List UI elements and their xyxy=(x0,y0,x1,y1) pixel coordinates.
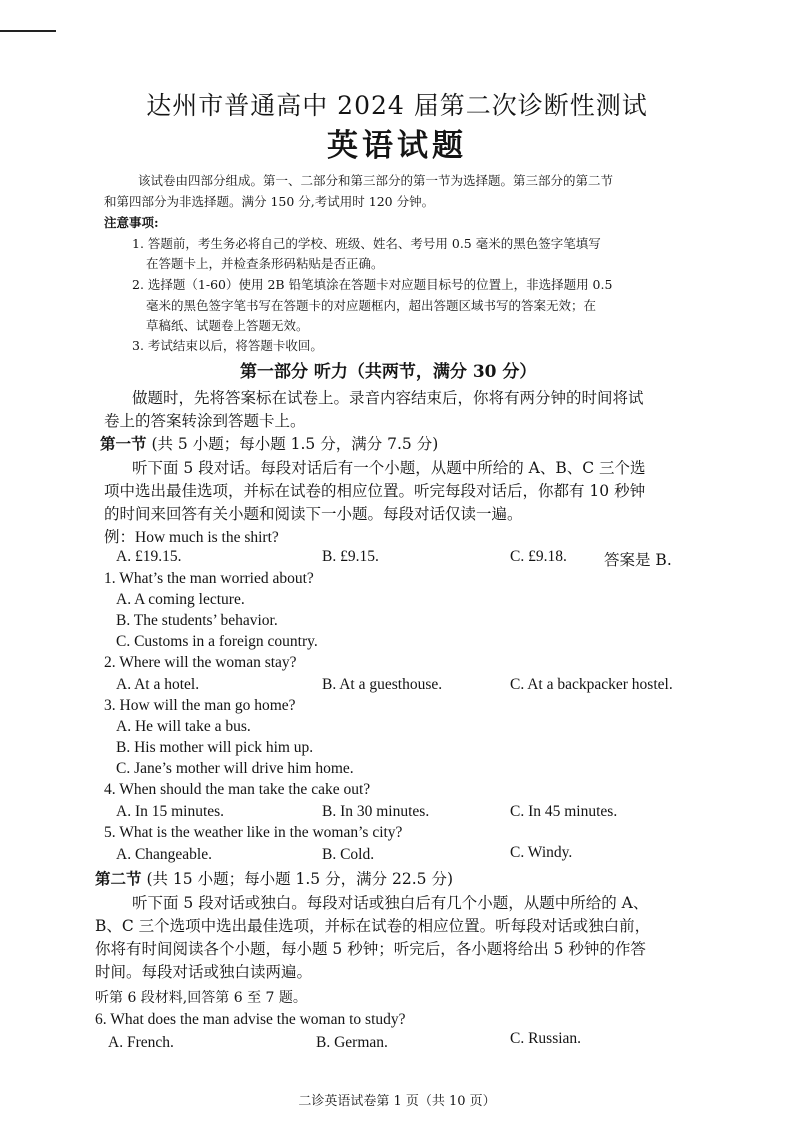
section1-heading-label: 第一节 xyxy=(100,434,147,453)
notice-item-1-line-2: 在答题卡上，并检查条形码粘贴是否正确。 xyxy=(146,256,384,271)
question-1-option-b: B. The students’ behavior. xyxy=(116,612,278,629)
question-5-option-a: A. Changeable. xyxy=(116,846,212,863)
question-3-option-b: B. His mother will pick him up. xyxy=(116,739,314,756)
question-4-option-b: B. In 30 minutes. xyxy=(322,803,430,820)
intro-line-1: 该试卷由四部分组成。第一、二部分和第三部分的第一节为选择题。第三部分的第二节 xyxy=(138,173,614,188)
page-footer: 二诊英语试卷第 1 页（共 10 页） xyxy=(298,1094,496,1109)
question-4-option-c: C. In 45 minutes. xyxy=(510,803,618,820)
intro-line-2: 和第四部分为非选择题。满分 150 分,考试用时 120 分钟。 xyxy=(104,194,435,209)
section1-instr-line-3: 的时间来回答有关小题和阅读下一小题。每段对话仅读一遍。 xyxy=(104,505,523,523)
notice-item-2-line-2: 毫米的黑色签字笔书写在答题卡的对应题框内，超出答题区域书写的答案无效；在 xyxy=(146,298,597,313)
question-2-option-b: B. At a guesthouse. xyxy=(322,676,443,693)
question-5-option-b: B. Cold. xyxy=(322,846,375,863)
notice-item-3: 3. 考试结束以后，将答题卡收回。 xyxy=(132,338,323,353)
exam-title: 达州市普通高中 2024 届第二次诊断性测试 xyxy=(146,91,648,120)
question-1-option-a: A. A coming lecture. xyxy=(116,591,245,608)
question-1: 1. What’s the man worried about? xyxy=(104,570,314,587)
question-5-option-c: C. Windy. xyxy=(510,844,573,861)
question-2-option-a: A. At a hotel. xyxy=(116,676,200,693)
material-6-note: 听第 6 段材料,回答第 6 至 7 题。 xyxy=(95,990,307,1006)
question-5: 5. What is the weather like in the woman’s city? xyxy=(104,824,403,841)
notice-item-2-line-3: 草稿纸、试题卷上答题无效。 xyxy=(146,318,309,333)
section2-instr-line-1: 听下面 5 段对话或独白。每段对话或独白后有几个小题，从题中所给的 A、 xyxy=(132,894,649,912)
question-6-option-b: B. German. xyxy=(316,1034,388,1051)
question-6: 6. What does the man advise the woman to study? xyxy=(95,1011,406,1028)
section2-heading xyxy=(95,867,453,889)
question-3: 3. How will the man go home? xyxy=(104,697,296,714)
part1-intro-line-1: 做题时，先将答案标在试卷上。录音内容结束后，你将有两分钟的时间将试 xyxy=(132,389,644,407)
question-1-option-c: C. Customs in a foreign country. xyxy=(116,633,318,650)
part1-heading: 第一部分 听力（共两节，满分 30 分） xyxy=(240,362,537,382)
section1-heading-detail: (共 5 小题；每小题 1.5 分，满分 7.5 分) xyxy=(151,435,439,453)
question-4-option-a: A. In 15 minutes. xyxy=(116,803,225,820)
section1-instr-line-1: 听下面 5 段对话。每段对话后有一个小题，从题中所给的 A、B、C 三个选 xyxy=(132,459,646,477)
question-6-option-a: A. French. xyxy=(108,1034,174,1051)
section1-heading xyxy=(100,432,438,454)
section2-instr-line-2: B、C 三个选项中选出最佳选项，并标在试卷的相应位置。听每段对话或独白前， xyxy=(95,917,651,935)
corner-rule xyxy=(0,30,56,32)
part1-intro-line-2: 卷上的答案转涂到答题卡上。 xyxy=(104,412,306,430)
section2-heading-label: 第二节 xyxy=(95,869,142,888)
section2-instr-line-4: 时间。每段对话或独白读两遍。 xyxy=(95,963,313,981)
example-option-a: A. £19.15. xyxy=(116,548,182,565)
section2-heading-detail: (共 15 小题；每小题 1.5 分，满分 22.5 分) xyxy=(146,870,453,888)
example-question: 例：How much is the shirt? xyxy=(104,529,279,546)
exam-subtitle: 英语试题 xyxy=(327,128,467,164)
question-6-option-c: C. Russian. xyxy=(510,1030,582,1047)
example-answer: 答案是 B. xyxy=(604,551,672,569)
question-3-option-c: C. Jane’s mother will drive him home. xyxy=(116,760,354,777)
question-2-option-c: C. At a backpacker hostel. xyxy=(510,676,673,693)
example-option-c: C. £9.18. xyxy=(510,548,567,565)
question-3-option-a: A. He will take a bus. xyxy=(116,718,251,735)
section2-instr-line-3: 你将有时间阅读各个小题，每小题 5 秒钟；听完后，各小题将给出 5 秒钟的作答 xyxy=(95,940,646,958)
question-2: 2. Where will the woman stay? xyxy=(104,654,297,671)
notice-item-2-line-1: 2. 选择题（1-60）使用 2B 铅笔填涂在答题卡对应题目标号的位置上，非选择题用 0.5 xyxy=(132,277,613,292)
notice-heading: 注意事项: xyxy=(104,215,159,230)
question-4: 4. When should the man take the cake out? xyxy=(104,781,371,798)
example-option-b: B. £9.15. xyxy=(322,548,379,565)
notice-item-1-line-1: 1. 答题前，考生务必将自己的学校、班级、姓名、考号用 0.5 毫米的黑色签字笔填写 xyxy=(132,236,601,251)
section1-instr-line-2: 项中选出最佳选项，并标在试卷的相应位置。听完每段对话后，你都有 10 秒钟 xyxy=(104,482,646,500)
